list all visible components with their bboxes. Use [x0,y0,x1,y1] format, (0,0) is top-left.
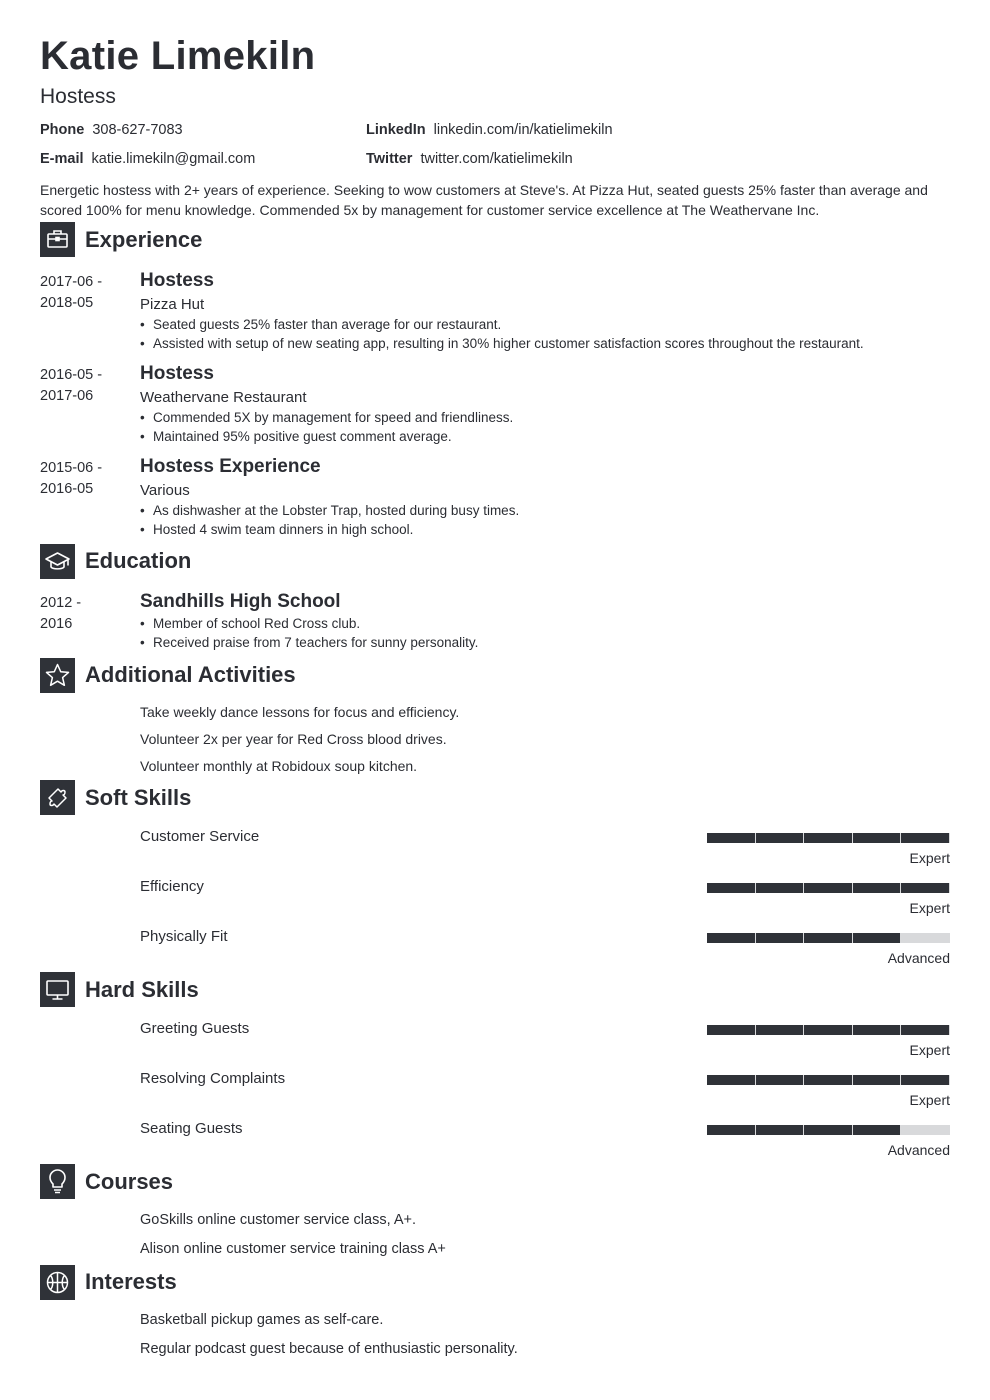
rating-segment [707,1025,755,1035]
entry-title: Sandhills High School [140,591,341,612]
skill-name: Physically Fit [140,928,228,945]
skill-name: Resolving Complaints [140,1070,286,1087]
list-item: GoSkills online customer service class, A+. [140,1212,417,1228]
date-start: 2017-06 - [40,274,103,290]
list-item: Volunteer 2x per year for Red Cross blood drives. [140,731,447,747]
list-item: • Assisted with setup of new seating app, resulting in 30% higher customer satisfaction scores throughout the restaurant. [140,336,864,351]
courses-heading: Courses [85,1169,174,1194]
list-item: Basketball pickup games as self-care. [140,1312,384,1328]
list-item: • Received praise from 7 teachers for sunny personality. [140,635,479,650]
rating-segment [756,1125,804,1135]
star-icon [40,658,75,693]
skill-name: Customer Service [140,828,260,845]
list-item: • Member of school Red Cross club. [140,616,361,631]
list-item: • Commended 5X by management for speed and friendliness. [140,410,514,425]
list-item: • Hosted 4 swim team dinners in high school. [140,522,414,537]
monitor-icon [40,972,75,1007]
contact-phone [40,122,183,138]
date-start: 2016-05 - [40,367,103,383]
skill-rating-bar [707,1075,950,1085]
rating-segment [853,1025,901,1035]
list-item: Take weekly dance lessons for focus and efficiency. [140,704,460,720]
entry-organization: Weathervane Restaurant [140,389,307,406]
rating-segment [756,933,804,943]
rating-segment [853,1075,901,1085]
rating-segment [901,833,949,843]
skill-rating-bar [707,1125,950,1135]
rating-segment [804,1125,852,1135]
rating-segment [901,1025,949,1035]
contact-twitter [366,151,573,167]
rating-segment [756,883,804,893]
rating-segment [853,1125,901,1135]
profile-summary: Energetic hostess with 2+ years of experience. Seeking to wow customers at Steve's. At Pizza Hut, seated guests 25% faster than average and scored 100% for menu knowledge. Commended 5x by management for customer service excellence at The Weathervane Inc. [40,182,928,218]
date-end: 2016-05 [40,481,94,497]
email-link[interactable]: katie.limekiln@gmail.com [91,151,256,167]
rating-segment [804,1075,852,1085]
rating-segment [756,1075,804,1085]
rating-segment [853,883,901,893]
entry-date [40,458,130,500]
skill-level: Expert [909,1042,950,1058]
twitter-label: Twitter [366,151,413,167]
linkedin-link[interactable]: linkedin.com/in/katielimekiln [433,122,613,138]
linkedin-label: LinkedIn [366,122,426,138]
entry-title: Hostess [140,270,214,291]
phone-value: 308-627-7083 [92,122,183,138]
skill-level: Expert [909,900,950,916]
candidate-name: Katie Limekiln [40,34,316,78]
list-item: Alison online customer service training class A+ [140,1241,446,1257]
rating-segment [804,1025,852,1035]
soft-skills-heading: Soft Skills [85,785,192,810]
skill-name: Seating Guests [140,1120,243,1137]
rating-segment [901,883,949,893]
entry-date [40,365,130,407]
skill-rating-bar [707,883,950,893]
entry-title: Hostess [140,363,214,384]
list-item: Volunteer monthly at Robidoux soup kitchen. [140,758,418,774]
rating-segment [853,833,901,843]
job-title: Hostess [40,85,116,108]
rating-segment [707,1075,755,1085]
puzzle-icon [40,780,75,815]
date-start: 2012 - [40,595,82,611]
graduation-cap-icon [40,544,75,579]
rating-segment [707,833,755,843]
list-item: Regular podcast guest because of enthusiastic personality. [140,1341,518,1357]
skill-rating-bar [707,933,950,943]
entry-date [40,593,130,635]
entry-date [40,272,130,314]
date-start: 2015-06 - [40,460,103,476]
list-item: • Maintained 95% positive guest comment average. [140,429,452,444]
hard-skills-heading: Hard Skills [85,977,199,1002]
twitter-link[interactable]: twitter.com/katielimekiln [420,151,573,167]
skill-level: Expert [909,850,950,866]
skill-name: Efficiency [140,878,204,895]
skill-rating-bar [707,833,950,843]
email-label: E-mail [40,151,84,167]
rating-segment [756,833,804,843]
rating-segment [804,933,852,943]
skill-level: Advanced [887,1142,950,1158]
contact-linkedin [366,122,613,138]
rating-segment [707,883,755,893]
rating-segment [707,1125,755,1135]
rating-segment [756,1025,804,1035]
skill-level: Expert [909,1092,950,1108]
date-end: 2017-06 [40,388,94,404]
skill-name: Greeting Guests [140,1020,250,1037]
list-item: • As dishwasher at the Lobster Trap, hosted during busy times. [140,503,520,518]
education-heading: Education [85,548,192,573]
experience-heading: Experience [85,227,203,252]
activities-heading: Additional Activities [85,662,296,687]
contact-email [40,151,255,167]
rating-segment [804,833,852,843]
rating-segment [853,933,901,943]
rating-segment [901,933,949,943]
lightbulb-icon [40,1164,75,1199]
briefcase-icon [40,222,75,257]
list-item: • Seated guests 25% faster than average for our restaurant. [140,317,502,332]
interests-heading: Interests [85,1269,177,1294]
rating-segment [804,883,852,893]
entry-organization: Various [140,482,190,499]
date-end: 2016 [40,616,73,632]
phone-label: Phone [40,122,85,138]
entry-organization: Pizza Hut [140,296,205,313]
rating-segment [901,1125,949,1135]
skill-level: Advanced [887,950,950,966]
entry-title: Hostess Experience [140,456,321,477]
date-end: 2018-05 [40,295,94,311]
skill-rating-bar [707,1025,950,1035]
rating-segment [901,1075,949,1085]
basketball-icon [40,1265,75,1300]
rating-segment [707,933,755,943]
